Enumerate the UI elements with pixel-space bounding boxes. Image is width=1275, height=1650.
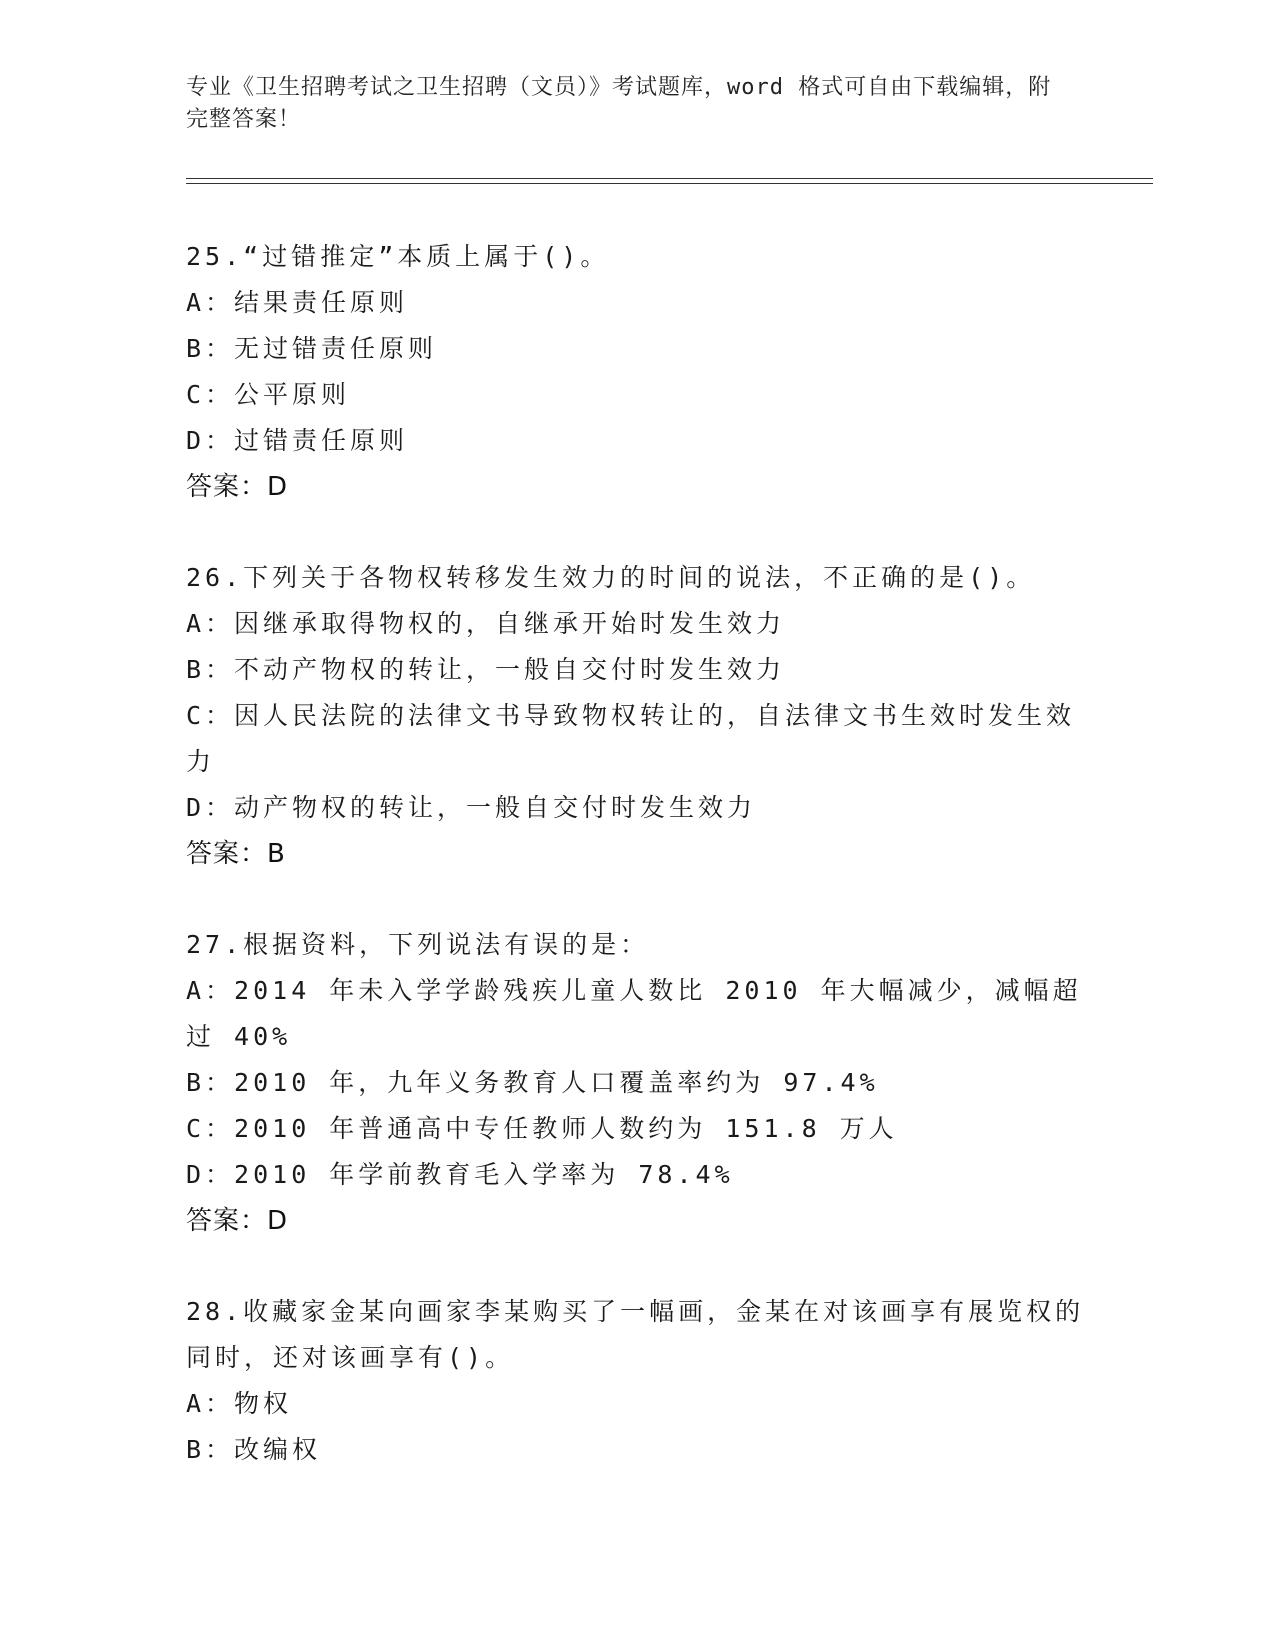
question-stem: 26.下列关于各物权转移发生效力的时间的说法，不正确的是()。 xyxy=(186,563,1036,592)
question-25 xyxy=(186,234,1086,510)
answer-line: 答案：B xyxy=(186,839,286,869)
header-rule-top xyxy=(186,178,1153,179)
answer-line: 答案：D xyxy=(186,1206,289,1236)
option-a: A：2014 年未入学学龄残疾儿童人数比 2010 年大幅减少，减幅超过 40% xyxy=(186,976,1082,1051)
option-b: B：不动产物权的转让，一般自交付时发生效力 xyxy=(186,655,786,684)
answer-line: 答案：D xyxy=(186,472,289,502)
option-c: C：因人民法院的法律文书导致物权转让的，自法律文书生效时发生效力 xyxy=(186,701,1076,776)
option-c: C：公平原则 xyxy=(186,380,351,409)
question-stem: 25.“过错推定”本质上属于()。 xyxy=(186,242,610,271)
page-header-text: 专业《卫生招聘考试之卫生招聘（文员）》考试题库，word 格式可自由下载编辑，附完整答案！ xyxy=(186,75,1052,132)
option-b: B：2010 年，九年义务教育人口覆盖率约为 97.4% xyxy=(186,1068,879,1097)
question-list xyxy=(186,234,1086,1518)
question-stem: 28.收藏家金某向画家李某购买了一幅画，金某在对该画享有展览权的同时，还对该画享有()。 xyxy=(186,1297,1085,1372)
option-b: B：改编权 xyxy=(186,1435,322,1464)
option-d: D：过错责任原则 xyxy=(186,426,409,455)
option-a: A：结果责任原则 xyxy=(186,288,409,317)
option-d: D：动产物权的转让，一般自交付时发生效力 xyxy=(186,793,757,822)
option-a: A：因继承取得物权的，自继承开始时发生效力 xyxy=(186,609,786,638)
question-26 xyxy=(186,555,1086,877)
option-d: D：2010 年学前教育毛入学率为 78.4% xyxy=(186,1160,734,1189)
question-27 xyxy=(186,922,1086,1244)
question-28 xyxy=(186,1289,1086,1473)
question-stem: 27.根据资料，下列说法有误的是： xyxy=(186,930,650,959)
option-b: B：无过错责任原则 xyxy=(186,334,438,363)
header-rule-bottom xyxy=(186,183,1153,184)
option-a: A：物权 xyxy=(186,1389,293,1418)
option-c: C：2010 年普通高中专任教师人数约为 151.8 万人 xyxy=(186,1114,898,1143)
